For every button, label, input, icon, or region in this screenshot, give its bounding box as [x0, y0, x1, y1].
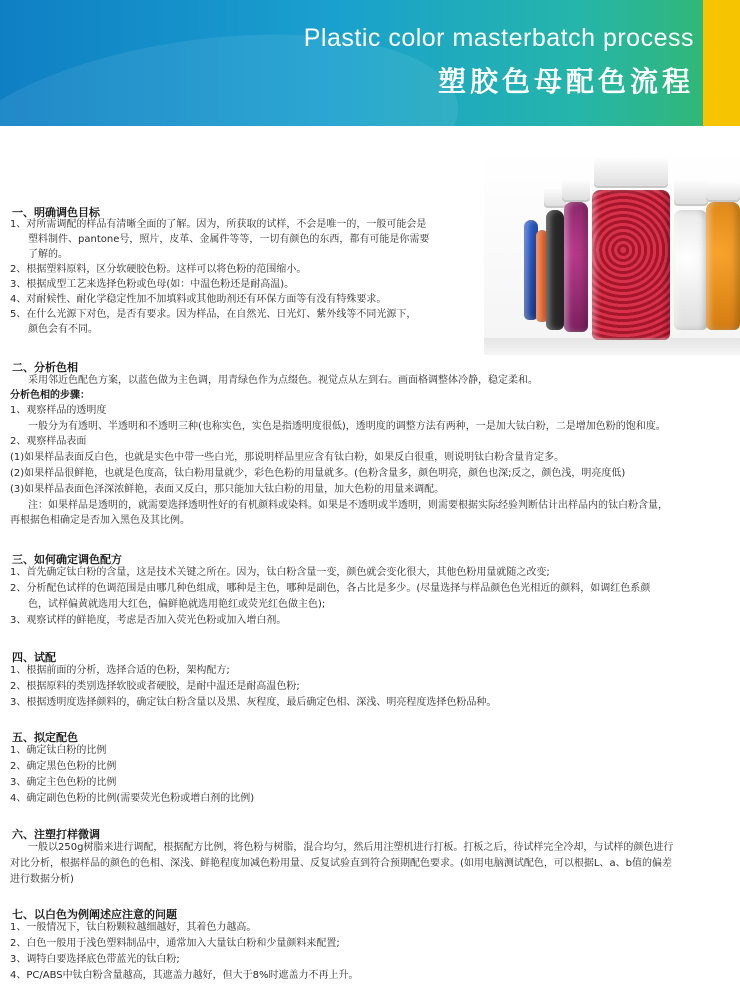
- section-2-subtitle: 分析色相的步骤：: [10, 390, 90, 401]
- section-2-title: 二、分析色相: [12, 361, 78, 374]
- section-1-line: 颜色会有不同。: [28, 324, 98, 335]
- section-2-line: 一般分为有透明、半透明和不透明三种(也称实色，实色是指透明度很低)，透明度的调整方法有两种，一是加大钛白粉，二是增加色粉的饱和度。: [28, 421, 666, 432]
- title-chinese: 塑胶色母配色流程: [437, 65, 694, 98]
- section-2-line: (3)如果样品表面色泽深浓鲜艳，表面又反白，那只能加大钛白粉的用量，加大色粉的用量来调配。: [10, 484, 445, 495]
- section-4-line: 1、根据前面的分析，选择合适的色粉，架构配方;: [10, 665, 230, 676]
- section-5-title: 五、拟定配色: [12, 731, 78, 744]
- section-7-line: 3、调特白要选择底色带蓝光的钛白粉;: [10, 954, 180, 965]
- section-1-line: 2、根据塑料原料，区分软硬胶色粉。这样可以将色粉的范围缩小。: [10, 264, 307, 275]
- section-4-line: 3、根据透明度选择颜料的，确定钛白粉含量以及黑、灰程度，最后确定色相、深浅、明亮程度选择色粉品种。: [10, 697, 497, 708]
- section-3-line: 色，试样偏黄就选用大红色，偏鲜艳就选用艳红或荧光红色做主色);: [28, 599, 326, 610]
- section-1-line: 1、对所需调配的样品有清晰全面的了解。因为，所获取的试样，不会是唯一的，一般可能会是: [10, 219, 427, 230]
- section-6-line: 对比分析，根据样品的颜色的色相、深浅、鲜艳程度加减色粉用量、反复试验直到符合预期配色要求。(如用电脑测试配色，可以根据L、a、b值的偏差: [10, 858, 672, 869]
- section-7-line: 1、一般情况下，钛白粉颗粒越细越好，其着色力越高。: [10, 922, 257, 933]
- section-2-line: (2)如果样品很鲜艳，也就是色度高，钛白粉用量就少，彩色色粉的用量就多。(色粉含量多，颜色明亮，颜色也深;反之，颜色浅，明亮度低): [10, 468, 626, 479]
- section-4-line: 2、根据原料的类别选择软胶或者硬胶，是耐中温还是耐高温色粉;: [10, 681, 300, 692]
- section-2-line: 采用邻近色配色方案，以蓝色做为主色调，用青绿色作为点缀色。视觉点从左到右。画面格调整体冷静，稳定柔和。: [28, 375, 538, 386]
- section-2-note: 再根据色相确定是否加入黑色及其比例。: [10, 515, 190, 526]
- section-5-line: 3、确定主色色粉的比例: [10, 777, 117, 788]
- section-3-line: 2、分析配色试样的色调范围是由哪几种色组成，哪种是主色，哪种是副色，各占比是多少。(尽量选择与样品颜色色光相近的颜料，如调红色系颜: [10, 583, 651, 594]
- section-1-line: 5、在什么光源下对色，是否有要求。因为样品，在自然光、日光灯、紫外线等不同光源下，: [10, 309, 417, 320]
- section-3-line: 3、观察试样的鲜艳度，考虑是否加入荧光色粉或加入增白剂。: [10, 615, 287, 626]
- section-1-line: 塑料制件、pantone号，照片，皮革、金属件等等，一切有颜色的东西，都有可能是你需要: [28, 234, 430, 245]
- section-2-line: (1)如果样品表面反白色，也就是实色中带一些白光，那说明样品里应含有钛白粉，如果反白很重，则说明钛白粉含量肯定多。: [10, 452, 565, 463]
- section-5-line: 2、确定黑色色粉的比例: [10, 761, 117, 772]
- section-1-title: 一、明确调色目标: [12, 206, 100, 219]
- section-4-title: 四、试配: [12, 651, 56, 664]
- title-english: Plastic color masterbatch process: [303, 24, 694, 52]
- section-5-line: 1、确定钛白粉的比例: [10, 745, 107, 756]
- section-3-line: 1、首先确定钛白粉的含量，这是技术关键之所在。因为，钛白粉含量一变，颜色就会变化很大，其他色粉用量就随之改变;: [10, 567, 550, 578]
- section-2-line: 2、观察样品表面: [10, 436, 87, 447]
- section-7-line: 4、PC/ABS中钛白粉含量越高，其遮盖力越好，但大于8%时遮盖力不再上升。: [10, 970, 359, 981]
- section-3-title: 三、如何确定调色配方: [12, 553, 122, 566]
- section-6-line: 进行数据分析): [10, 874, 74, 885]
- section-7-title: 七、以白色为例阐述应注意的问题: [12, 908, 177, 921]
- section-2-line: 1、观察样品的透明度: [10, 405, 107, 416]
- section-6-line: 一般以250g树脂来进行调配，根据配方比例，将色粉与树脂，混合均匀，然后用注塑机进行打板。打板之后，待试样完全冷却，与试样的颜色进行: [28, 842, 674, 853]
- section-5-line: 4、确定副色色粉的比例(需要荧光色粉或增白剂的比例): [10, 793, 255, 804]
- section-1-line: 了解的。: [28, 249, 68, 260]
- section-2-note: 注：如果样品是透明的，就需要选择透明性好的有机颜料或染料。如果是不透明或半透明，则需要根据实际经验判断估计出样品内的钛白粉含量，: [28, 500, 668, 511]
- section-6-title: 六、注塑打样微调: [12, 828, 100, 841]
- section-1-line: 3、根据成型工艺来选择色粉或色母(如：中温色粉还是耐高温)。: [10, 279, 295, 290]
- section-1-line: 4、对耐候性、耐化学稳定性加不加填料或其他助剂还有环保方面等有没有特殊要求。: [10, 294, 387, 305]
- section-7-line: 2、白色一般用于浅色塑料制品中，通常加入大量钛白粉和少量颜料来配置;: [10, 938, 340, 949]
